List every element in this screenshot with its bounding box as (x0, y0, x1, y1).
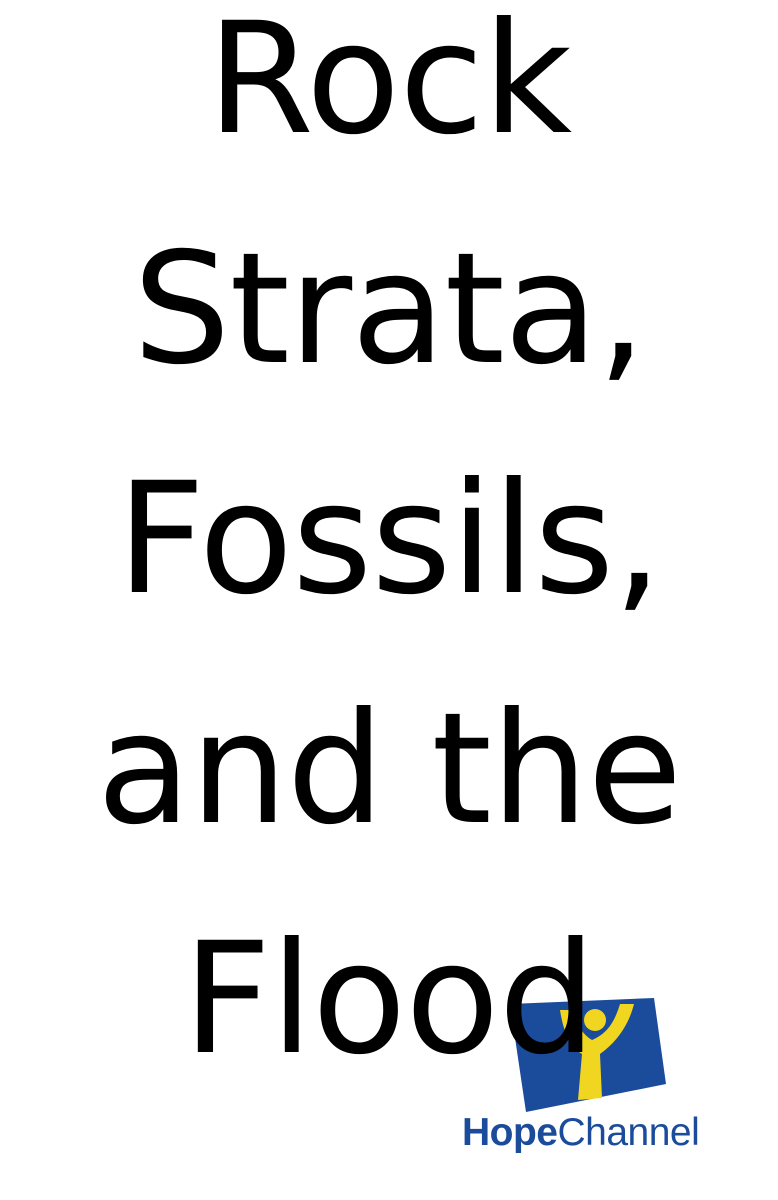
title-line-4: and the (96, 680, 682, 859)
logo-word-channel: Channel (557, 1111, 700, 1154)
title-line-2: Strata, (132, 220, 646, 399)
title-line-3: Fossils, (116, 450, 662, 629)
logo-word-hope: Hope (462, 1111, 558, 1154)
logo-wordmark (462, 1108, 722, 1158)
title-line-1: Rock (206, 0, 572, 169)
title-line-5: Flood (182, 910, 596, 1089)
